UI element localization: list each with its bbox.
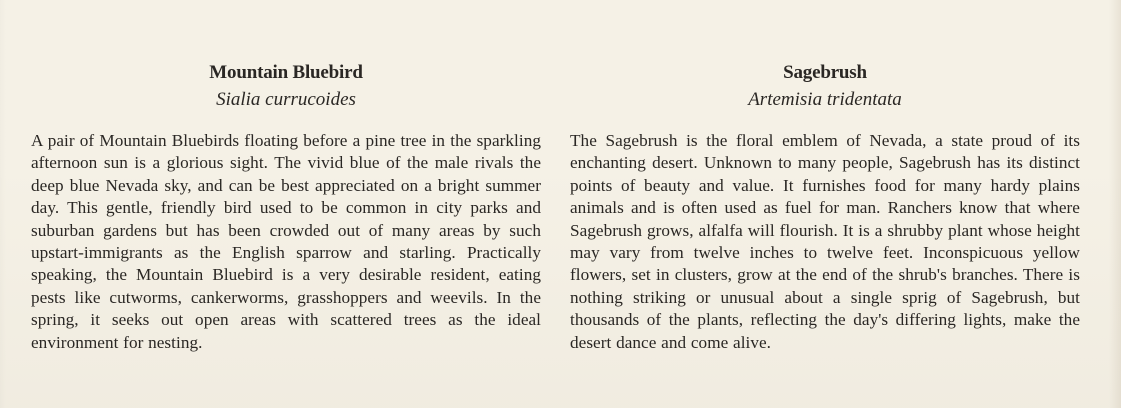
bluebird-description: A pair of Mountain Bluebirds floating before a pine tree in the sparkling afternoon sun is a glorious sight. The vivid blue of the male rivals the deep blue Nevada sky, and can be best appreciated on a bright summer day. This gentle, friendly bird used to be common in city parks and suburban gardens but has been crowded out of many areas by such upstart-immigrants as the English sparrow and starling. Practically speaking, the Mountain Bluebird is a very desirable resident, eating pests like cutworms, cankerworms, grasshoppers and weevils. In the spring, it seeks out open areas with scattered trees as the ideal environment for nesting.	[31, 131, 541, 352]
page-edge-shadow	[1109, 0, 1121, 408]
sagebrush-scientific-name: Artemisia tridentata	[748, 89, 902, 110]
bluebird-title: Mountain Bluebird	[209, 62, 363, 83]
bluebird-scientific-name: Sialia currucoides	[216, 89, 356, 110]
sagebrush-title: Sagebrush	[783, 62, 867, 83]
bluebird-column	[31, 60, 541, 354]
sagebrush-column	[570, 60, 1080, 354]
sagebrush-description: The Sagebrush is the floral emblem of Nevada, a state proud of its enchanting desert. Unknown to many people, Sagebrush has its distinct points of beauty and value. It furnishes food for many hardy plains animals and is often used as fuel for man. Ranchers know that where Sagebrush grows, alfalfa will flourish. It is a shrubby plant whose height may vary from twelve inches to twelve feet. Inconspicuous yellow flowers, set in clusters, grow at the end of the shrub's branches. There is nothing striking or unusual about a single sprig of Sagebrush, but thousands of the plants, reflecting the day's differing lights, make the desert dance and come alive.	[570, 131, 1080, 352]
